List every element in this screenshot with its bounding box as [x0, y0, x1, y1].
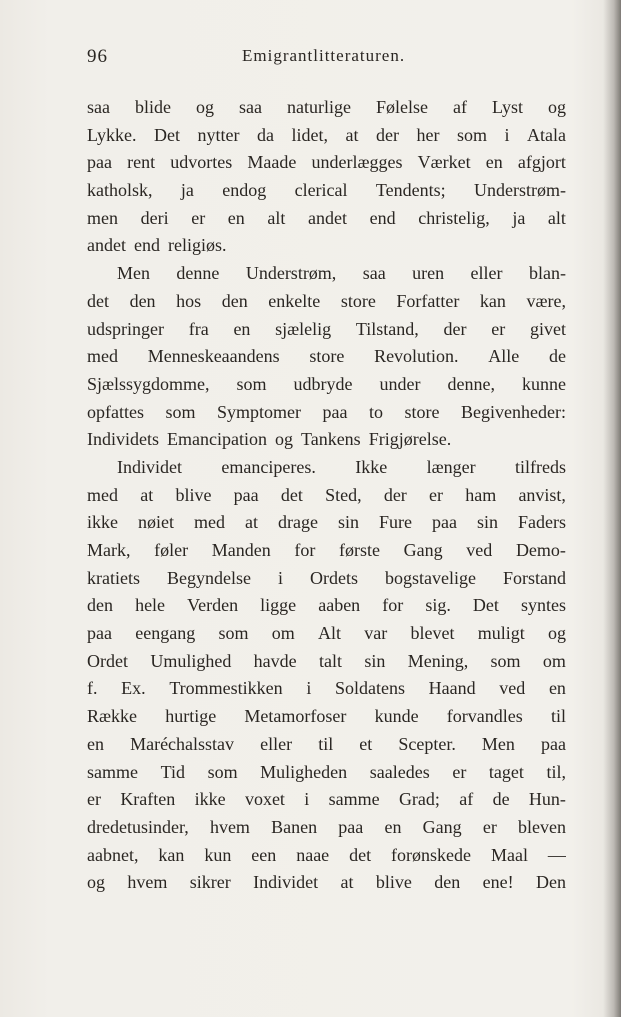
word: Hun- [528, 789, 566, 810]
word: at [340, 872, 354, 893]
word: Alt [317, 623, 341, 644]
word: en [233, 318, 251, 339]
word: det [349, 844, 372, 865]
word: hos [176, 290, 202, 311]
word: forønskede [391, 844, 472, 865]
word: Individet [117, 456, 182, 477]
word: Gang [422, 816, 462, 837]
word: er [87, 789, 101, 810]
word: og [195, 97, 214, 117]
word: Tendents; [375, 180, 446, 201]
word: at [245, 512, 258, 533]
word: for [294, 540, 316, 560]
word: Værket [417, 152, 471, 173]
word: tilfreds [515, 456, 566, 477]
word: ja [512, 207, 526, 228]
word: kunne [522, 373, 566, 394]
word: Sjælssygdomme, [87, 373, 210, 394]
word: aaben [318, 595, 361, 616]
text-line [87, 205, 566, 233]
word: sin [364, 650, 386, 671]
word: Menneskeaandens [147, 346, 280, 367]
text-line [87, 648, 566, 676]
word: Verden [187, 595, 239, 616]
word: fra [188, 318, 209, 339]
word: samme [87, 761, 138, 782]
word: den [129, 290, 156, 311]
word: Individets [87, 429, 159, 450]
word: ved [499, 678, 526, 699]
word: med [87, 484, 118, 505]
word: Men [481, 733, 515, 754]
word: blevet [410, 623, 455, 644]
word: føler [154, 540, 189, 560]
text-line [87, 565, 566, 593]
word: taget [488, 761, 524, 782]
word: andet [87, 235, 126, 256]
word: er [452, 761, 467, 782]
word: at [140, 484, 154, 505]
word: een [251, 844, 277, 865]
text-line [87, 786, 566, 814]
page-header [87, 46, 569, 72]
word: ligge [260, 595, 297, 616]
word: en [548, 678, 566, 699]
word: blide [134, 97, 171, 117]
text-line [87, 122, 566, 150]
word: der [383, 484, 407, 505]
word: end [369, 207, 396, 228]
word: om [542, 650, 566, 671]
word: der [443, 318, 467, 339]
text-line [87, 537, 566, 565]
word: Men [117, 263, 150, 284]
word: hurtige [165, 706, 217, 727]
word: da [257, 124, 274, 145]
word: udspringer [87, 318, 164, 339]
word: — [547, 844, 566, 865]
text-line [87, 620, 566, 648]
word: og [547, 97, 566, 117]
word: som [218, 623, 249, 644]
word: Det [154, 124, 180, 145]
text-line [87, 759, 566, 787]
word: bogstavelige [384, 567, 476, 588]
word: og [274, 429, 293, 450]
word: f. [87, 678, 98, 699]
word: et [359, 733, 373, 754]
word: naae [296, 844, 330, 865]
word: blive [175, 484, 212, 505]
word: Mark, [87, 540, 131, 560]
word: Tid [160, 761, 185, 782]
word: den [221, 290, 248, 311]
text-line [87, 149, 566, 177]
word: syntes [520, 595, 566, 616]
word: saaledes [369, 761, 430, 782]
word: en [485, 152, 503, 173]
word: lidet, [291, 124, 328, 145]
text-line [87, 177, 566, 205]
word: af [452, 97, 467, 117]
word: Sted, [325, 484, 362, 505]
word: kan [479, 290, 506, 311]
text-line [87, 371, 566, 399]
word: men [87, 207, 118, 228]
text-line [87, 454, 566, 482]
word: Række [87, 706, 138, 727]
word: for [382, 595, 404, 616]
word: forvandles [446, 706, 523, 727]
word: Forfatter [396, 290, 460, 311]
word: paa [87, 623, 112, 644]
word: sjælelig [275, 318, 332, 339]
word: ikke [87, 512, 118, 533]
word: den [434, 872, 461, 893]
text-line [87, 94, 566, 122]
text-line [87, 482, 566, 510]
word: Symptomer [217, 401, 301, 422]
word: ja [180, 180, 194, 201]
word: udbryde [293, 373, 353, 394]
word: drage [278, 512, 318, 533]
word: Banen [271, 816, 318, 837]
word: kratiets [87, 567, 140, 588]
word: blan- [528, 263, 566, 284]
word: som [207, 761, 238, 782]
word: Understrøm- [474, 180, 566, 201]
word: katholsk, [87, 180, 153, 201]
word: Umulighed [150, 650, 232, 671]
word: ene! [482, 872, 514, 893]
word: Den [535, 872, 566, 893]
word: ham [465, 484, 497, 505]
word: Metamorfoser [244, 706, 347, 727]
word: under [379, 373, 421, 394]
word: sin [476, 512, 498, 533]
word: Alle [488, 346, 520, 367]
word: havde [253, 650, 297, 671]
word: er [491, 318, 506, 339]
text-line [87, 260, 566, 288]
word: Mening, [407, 650, 469, 671]
word: Lyst [491, 97, 523, 117]
word: opfattes [87, 401, 144, 422]
word: første [339, 540, 381, 560]
text-line [87, 343, 566, 371]
word: Fure [379, 512, 412, 533]
word: paa [338, 816, 364, 837]
word: denne, [447, 373, 495, 394]
word: hvem [127, 872, 168, 893]
word: Soldatens [334, 678, 405, 699]
word: bleven [518, 816, 566, 837]
word: Ikke [355, 456, 388, 477]
word: aabnet, [87, 844, 139, 865]
word: voxet [244, 789, 285, 810]
word: ikke [194, 789, 226, 810]
word: saa [362, 263, 386, 284]
word: var [364, 623, 388, 644]
word: deri [140, 207, 169, 228]
word: Tankens [300, 429, 361, 450]
word: sig. [425, 595, 451, 616]
word: til [318, 733, 334, 754]
word: Ex. [121, 678, 146, 699]
word: saa [87, 97, 110, 117]
word: det [87, 290, 109, 311]
word: og [87, 872, 105, 893]
word: paa [322, 401, 348, 422]
word: paa [541, 733, 566, 754]
word: Maade [247, 152, 297, 173]
word: til [550, 706, 566, 727]
word: religiøs. [167, 235, 227, 256]
word: Maal [490, 844, 528, 865]
word: der [376, 124, 399, 145]
word: dredetusinder, [87, 816, 189, 837]
word: er [429, 484, 443, 505]
text-line [87, 842, 566, 870]
word: i [304, 789, 310, 810]
word: Understrøm, [245, 263, 337, 284]
text-line [87, 814, 566, 842]
word: denne [176, 263, 220, 284]
word: som [456, 124, 487, 145]
word: eengang [135, 623, 196, 644]
word: eller [260, 733, 293, 754]
word: de [492, 789, 510, 810]
word: Atala [527, 124, 566, 145]
word: hvem [209, 816, 250, 837]
word: som [490, 650, 521, 671]
word: er [191, 207, 206, 228]
word: som [236, 373, 267, 394]
word: saa [238, 97, 262, 117]
running-head: Emigrantlitteraturen. [242, 46, 406, 65]
word: eller [470, 263, 503, 284]
text-line [87, 731, 566, 759]
word: uren [412, 263, 445, 284]
text-line [87, 592, 566, 620]
word: kunde [374, 706, 419, 727]
word: emanciperes. [221, 456, 316, 477]
word: samme [328, 789, 380, 810]
word: christelig, [418, 207, 490, 228]
word: Grad; [398, 789, 440, 810]
word: hele [135, 595, 166, 616]
word: Individet [253, 872, 319, 893]
word: underlægges [311, 152, 403, 173]
word: af [459, 789, 474, 810]
word: alt [267, 207, 286, 228]
word: store [404, 401, 440, 422]
word: anvist, [518, 484, 566, 505]
word: end [133, 235, 160, 256]
word: det [280, 484, 303, 505]
word: i [306, 678, 312, 699]
word: Muligheden [260, 761, 348, 782]
word: Lykke. [87, 124, 137, 145]
word: Følelse [375, 97, 428, 117]
word: endog [222, 180, 267, 201]
page-edge-shadow [603, 0, 621, 1017]
word: Scepter. [398, 733, 456, 754]
word: Begivenheder: [461, 401, 566, 422]
page-number: 96 [87, 46, 108, 67]
word: Maréchalsstav [130, 733, 235, 754]
word: som [165, 401, 196, 422]
word: afgjort [517, 152, 566, 173]
word: givet [529, 318, 566, 339]
word: Trommestikken [169, 678, 283, 699]
text-line [87, 288, 566, 316]
word: Haand [428, 678, 476, 699]
word: andet [308, 207, 347, 228]
word: Demo- [515, 540, 566, 560]
word: alt [547, 207, 566, 228]
body-text [87, 94, 566, 897]
word: store [340, 290, 376, 311]
word: clerical [294, 180, 348, 201]
word: er [482, 816, 497, 837]
word: i [504, 124, 510, 145]
text-line [87, 703, 566, 731]
word: kun [204, 844, 232, 865]
word: Emancipation [167, 429, 267, 450]
word: Kraften [120, 789, 176, 810]
word: og [547, 623, 566, 644]
text-line [87, 869, 566, 897]
word: Manden [211, 540, 271, 560]
word: længer [426, 456, 476, 477]
word: paa [87, 152, 112, 173]
word: de [548, 346, 566, 367]
word: en [384, 816, 402, 837]
word: sikrer [189, 872, 231, 893]
word: ved [466, 540, 493, 560]
word: store [309, 346, 345, 367]
text-line [87, 426, 566, 454]
word: sin [337, 512, 359, 533]
word: muligt [477, 623, 525, 644]
word: Revolution. [374, 346, 459, 367]
word: at [345, 124, 359, 145]
word: til, [546, 761, 566, 782]
word: Gang [403, 540, 443, 560]
word: paa [432, 512, 457, 533]
word: Begyndelse [166, 567, 251, 588]
word: rent [127, 152, 156, 173]
word: være, [526, 290, 566, 311]
word: Ordet [87, 650, 128, 671]
word: med [194, 512, 225, 533]
word: kan [158, 844, 185, 865]
word: i [277, 567, 283, 588]
word: to [368, 401, 383, 422]
word: en [227, 207, 245, 228]
word: her [416, 124, 440, 145]
word: talt [319, 650, 342, 671]
text-line [87, 675, 566, 703]
word: nytter [197, 124, 240, 145]
text-line [87, 232, 566, 260]
word: Det [472, 595, 499, 616]
text-line [87, 509, 566, 537]
word: med [87, 346, 118, 367]
word: blive [375, 872, 412, 893]
word: nøiet [138, 512, 174, 533]
word: udvortes [170, 152, 233, 173]
word: den [87, 595, 113, 616]
text-line [87, 316, 566, 344]
word: paa [233, 484, 259, 505]
word: Ordets [309, 567, 358, 588]
word: om [271, 623, 295, 644]
text-line [87, 399, 566, 427]
word: Forstand [502, 567, 566, 588]
word: en [87, 733, 104, 754]
word: Frigjørelse. [368, 429, 452, 450]
word: Faders [518, 512, 566, 533]
word: naturlige [286, 97, 351, 117]
word: Tilstand, [355, 318, 419, 339]
word: enkelte [268, 290, 321, 311]
